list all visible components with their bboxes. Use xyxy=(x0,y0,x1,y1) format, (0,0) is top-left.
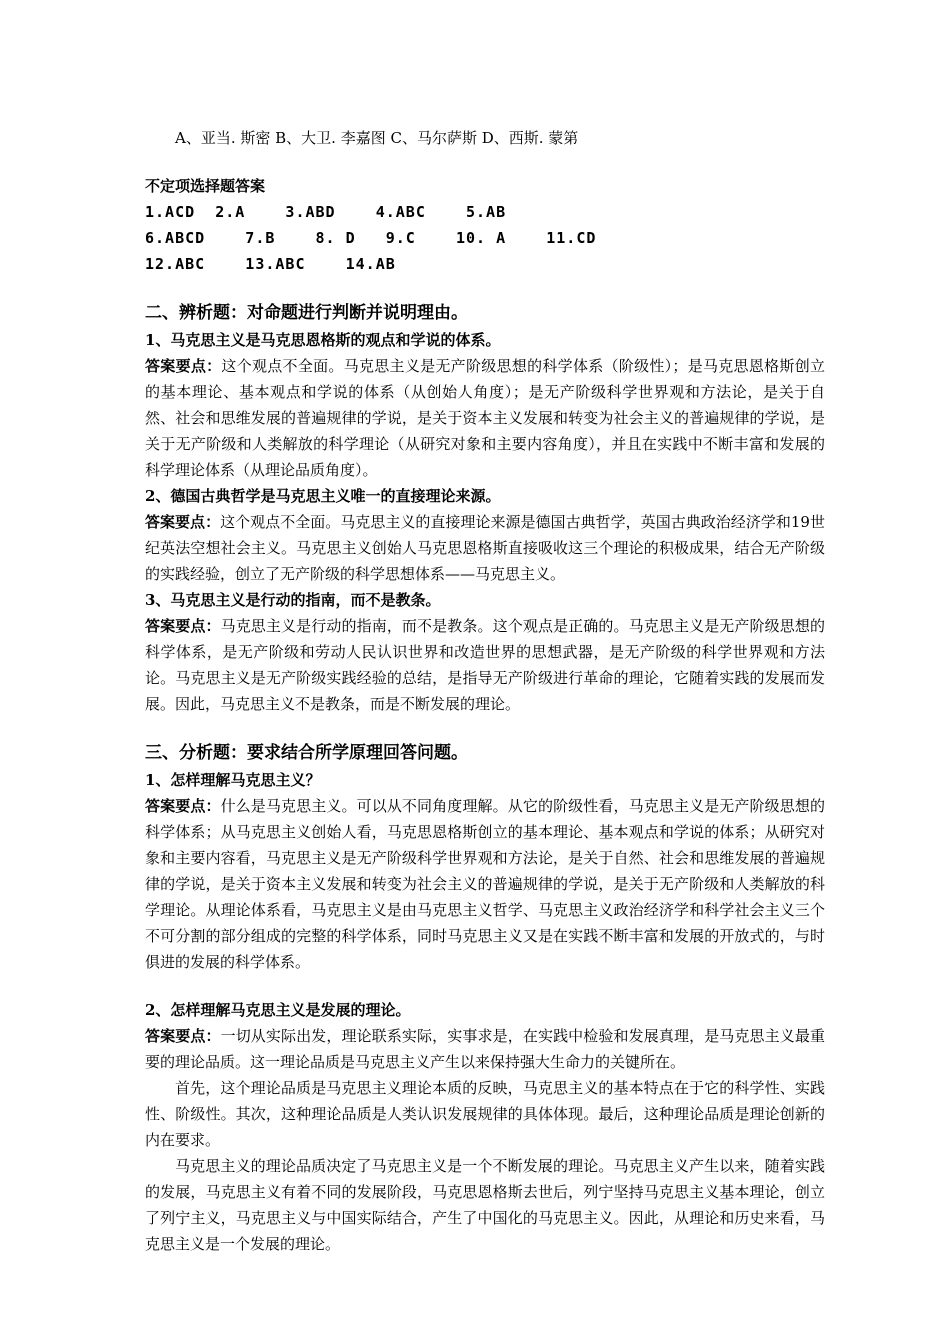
section2-question-2: 2、德国古典哲学是马克思主义唯一的直接理论来源。 xyxy=(145,487,501,505)
answer-text: 一切从实际出发，理论联系实际，实事求是，在实践中检验和发展真理，是马克思主义最重要的理论品质。这一理论品质是马克思主义产生以来保持强大生命力的关键所在。 xyxy=(145,1027,825,1071)
document-content xyxy=(145,125,825,1257)
section2-question-1: 1、马克思主义是马克思恩格斯的观点和学说的体系。 xyxy=(145,331,501,349)
mc-answers-title: 不定项选择题答案 xyxy=(145,177,266,195)
answer-label: 答案要点： xyxy=(145,513,221,531)
section2-answer-2 xyxy=(145,509,825,587)
answer-text: 这个观点不全面。马克思主义是无产阶级思想的科学体系（阶级性）；是马克思恩格斯创立的基本理论、基本观点和学说的体系（从创始人角度）；是无产阶级科学世界观和方法论，是关于自然、社会和思维发展的普遍规律的学说，是关于资本主义发展和转变为社会主义的普遍规律的学说，是关于无产阶级和人类解放的科学理论（从研究对象和主要内容角度），并且在实践中不断丰富和发展的科学理论体系（从理论品质角度）。 xyxy=(145,357,825,479)
options-line: A、亚当. 斯密 B、大卫. 李嘉图 C、马尔萨斯 D、西斯. 蒙第 xyxy=(175,129,579,147)
section3-answer-2-para3: 马克思主义的理论品质决定了马克思主义是一个不断发展的理论。马克思主义产生以来，随着实践的发展，马克思主义有着不同的发展阶段，马克思恩格斯去世后，列宁坚持马克思主义基本理论，创立了列宁主义，马克思主义与中国实际结合，产生了中国化的马克思主义。因此，从理论和历史来看，马克思主义是一个发展的理论。 xyxy=(145,1157,825,1253)
section3-answer-1 xyxy=(145,793,825,975)
answer-label: 答案要点： xyxy=(145,357,222,375)
section3-question-2: 2、怎样理解马克思主义是发展的理论。 xyxy=(145,1001,411,1019)
answer-text: 马克思主义是行动的指南，而不是教条。这个观点是正确的。马克思主义是无产阶级思想的科学体系，是无产阶级和劳动人民认识世界和改造世界的思想武器，是无产阶级的科学世界观和方法论。马克思主义是无产阶级实践经验的总结，是指导无产阶级进行革命的理论，它随着实践的发展而发展。因此，马克思主义不是教条，而是不断发展的理论。 xyxy=(145,617,825,713)
mc-answers-row: 12.ABC 13.ABC 14.AB xyxy=(145,255,396,273)
section3-answer-2 xyxy=(145,1023,825,1075)
section3-question-1: 1、怎样理解马克思主义？ xyxy=(145,771,321,789)
section2-answer-3 xyxy=(145,613,825,717)
section2-heading: 二、辨析题：对命题进行判断并说明理由。 xyxy=(145,303,468,323)
spacer xyxy=(145,717,825,739)
spacer xyxy=(145,975,825,997)
mc-answers-row: 6.ABCD 7.B 8. D 9.C 10. A 11.CD xyxy=(145,229,597,247)
spacer xyxy=(145,277,825,299)
answer-label: 答案要点： xyxy=(145,797,221,815)
section2-question-3: 3、马克思主义是行动的指南，而不是教条。 xyxy=(145,591,441,609)
answer-label: 答案要点： xyxy=(145,1027,221,1045)
section3-answer-2-para2: 首先，这个理论品质是马克思主义理论本质的反映，马克思主义的基本特点在于它的科学性、实践性、阶级性。其次，这种理论品质是人类认识发展规律的具体体现。最后，这种理论品质是理论创新的内在要求。 xyxy=(145,1079,825,1149)
section2-answer-1 xyxy=(145,353,825,483)
mc-answers-row: 1.ACD 2.A 3.ABD 4.ABC 5.AB xyxy=(145,203,507,221)
answer-label: 答案要点： xyxy=(145,617,221,635)
answer-text: 这个观点不全面。马克思主义的直接理论来源是德国古典哲学，英国古典政治经济学和19世纪英法空想社会主义。马克思主义创始人马克思恩格斯直接吸收这三个理论的积极成果，结合无产阶级的实践经验，创立了无产阶级的科学思想体系——马克思主义。 xyxy=(145,513,825,583)
answer-text: 什么是马克思主义。可以从不同角度理解。从它的阶级性看，马克思主义是无产阶级思想的科学体系；从马克思主义创始人看，马克思恩格斯创立的基本理论、基本观点和学说的体系；从研究对象和主要内容看，马克思主义是无产阶级科学世界观和方法论，是关于自然、社会和思维发展的普遍规律的学说，是关于资本主义发展和转变为社会主义的普遍规律的学说，是关于无产阶级和人类解放的科学理论。从理论体系看，马克思主义是由马克思主义哲学、马克思主义政治经济学和科学社会主义三个不可分割的部分组成的完整的科学体系，同时马克思主义又是在实践不断丰富和发展的开放式的，与时俱进的发展的科学体系。 xyxy=(145,797,825,971)
spacer xyxy=(145,151,825,173)
section3-heading: 三、分析题：要求结合所学原理回答问题。 xyxy=(145,743,468,763)
